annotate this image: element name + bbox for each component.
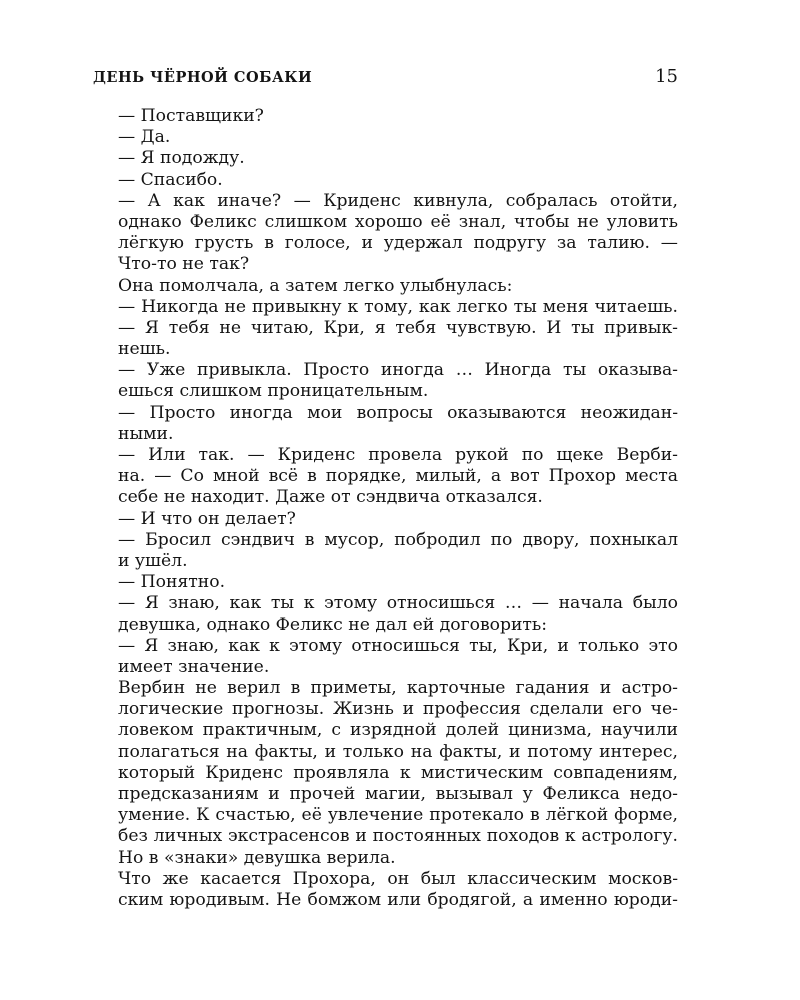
book-page	[93, 66, 678, 911]
text-line: Что же касается Прохора, он был классическим москов-	[118, 868, 678, 889]
text-line: девушка, однако Феликс не дал ей договорить:	[118, 614, 548, 635]
text-line: полагаться на факты, и только на факты, и потому интерес,	[118, 741, 678, 762]
text-line: — Уже привыкла. Просто иногда … Иногда ты оказыва-	[118, 360, 678, 381]
text-line: однако Феликс слишком хорошо её знал, чтобы не уловить	[118, 211, 678, 232]
text-line: — Поставщики?	[118, 106, 264, 126]
text-line: и ушёл.	[118, 550, 188, 571]
text-line: лёгкую грусть в голосе, и удержал подругу за талию. —	[118, 233, 678, 254]
text-line: Она помолчала, а затем легко улыбнулась:	[118, 275, 513, 296]
running-head-title: ДЕНЬ ЧЁРНОЙ СОБАКИ	[93, 69, 313, 86]
text-line: — Я подожду.	[118, 148, 245, 169]
text-line: — Я знаю, как к этому относишься ты, Кри, и только это	[118, 635, 678, 656]
text-line: — Просто иногда мои вопросы оказываются неожидан-	[118, 402, 678, 423]
text-line: который Криденс проявляла к мистическим совпадениям,	[118, 762, 678, 783]
text-line: ским юродивым. Не бомжом или бродягой, а именно юроди-	[118, 889, 678, 910]
text-line: — Бросил сэндвич в мусор, побродил по двору, похныкал	[118, 529, 678, 550]
page-number: 15	[655, 66, 678, 87]
text-line: на. — Со мной всё в порядке, милый, а вот Прохор места	[118, 466, 678, 487]
text-line: предсказаниям и прочей магии, вызывал у Феликса недо-	[118, 784, 678, 804]
text-line: Вербин не верил в приметы, карточные гадания и астро-	[118, 678, 678, 699]
text-line: ешься слишком проницательным.	[118, 381, 429, 402]
text-line: нешь.	[118, 339, 171, 360]
text-line: Что-то не так?	[118, 254, 250, 275]
text-line: — Спасибо.	[118, 169, 223, 190]
text-line: — Понятно.	[118, 572, 226, 593]
text-line: — А как иначе? — Криденс кивнула, собралась отойти,	[118, 190, 678, 211]
text-line: логические прогнозы. Жизнь и профессия сделали его че-	[118, 699, 678, 720]
text-line: имеет значение.	[118, 656, 270, 677]
text-line: без личных экстрасенсов и постоянных походов к астрологу.	[118, 826, 678, 847]
text-line: — Или так. — Криденс провела рукой по щеке Верби-	[118, 445, 678, 465]
text-line: ными.	[118, 423, 174, 444]
text-line: — Я тебя не читаю, Кри, я тебя чувствую. И ты привык-	[118, 317, 678, 338]
text-line: — Да.	[118, 127, 171, 148]
running-head	[93, 66, 678, 96]
text-line: умение. К счастью, её увлечение протекало в лёгкой форме,	[118, 805, 678, 826]
text-line: — Никогда не привыкну к тому, как легко ты меня читаешь.	[118, 296, 678, 317]
text-line: Но в «знаки» девушка верила.	[118, 847, 396, 868]
text-line: ловеком практичным, с изрядной долей цинизма, научили	[118, 720, 678, 741]
text-line: — И что он делает?	[118, 508, 296, 529]
body-text	[118, 106, 678, 911]
text-line: — Я знаю, как ты к этому относишься … — начала было	[118, 593, 678, 614]
text-line: себе не находит. Даже от сэндвича отказался.	[118, 487, 543, 508]
